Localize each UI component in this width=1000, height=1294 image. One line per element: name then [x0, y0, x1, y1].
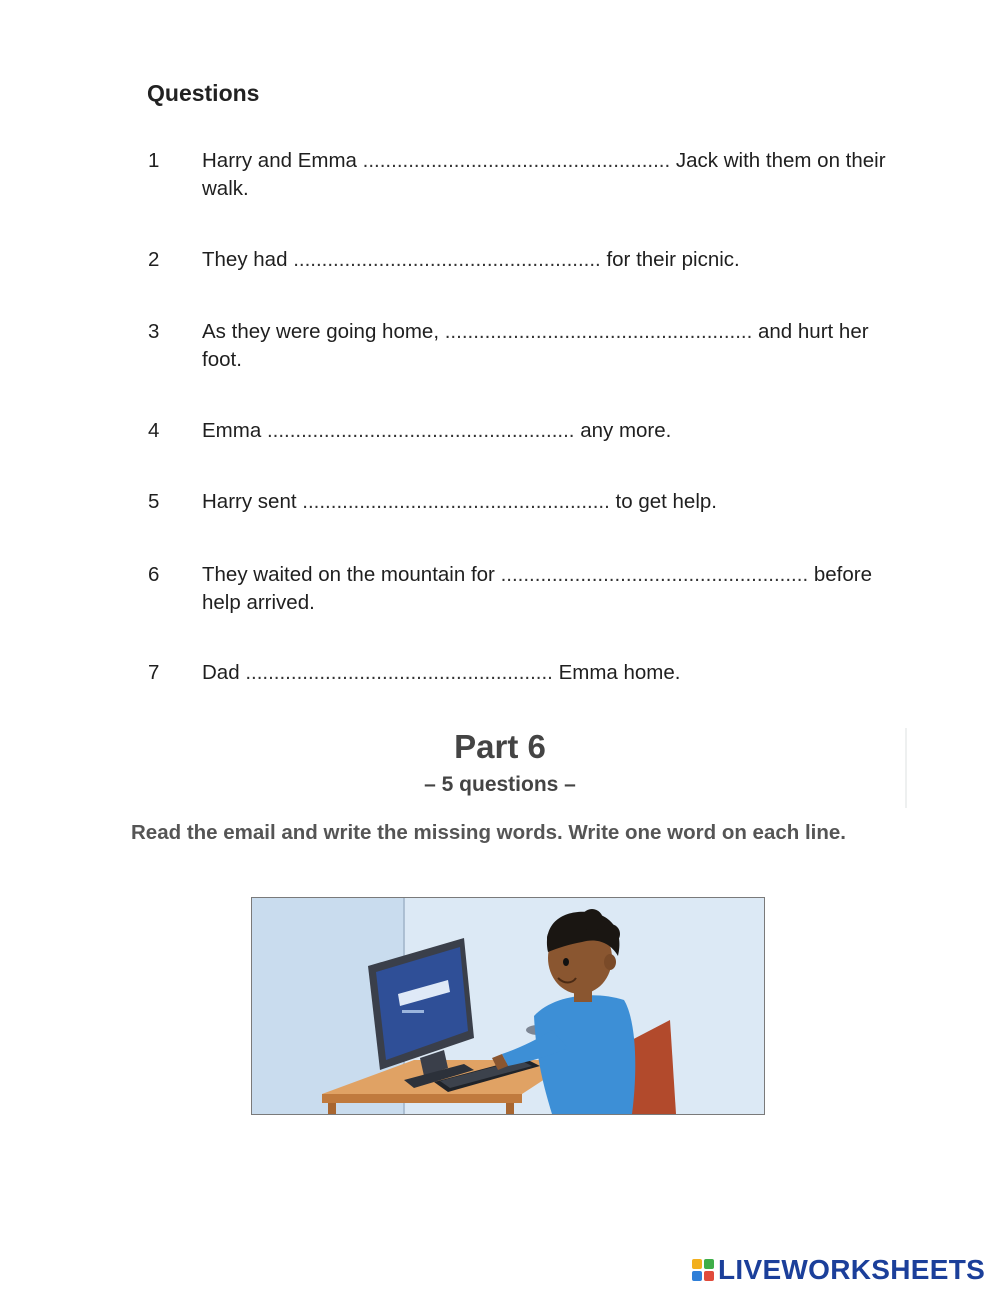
answer-blank[interactable]: ...................................................... — [444, 320, 753, 343]
question-text: They had ...................................................... for their picnic. — [202, 248, 740, 271]
question-text: Emma ...................................................... any more. — [202, 419, 672, 442]
liveworksheets-logo — [691, 1253, 985, 1287]
questions-heading: Questions — [147, 80, 260, 106]
question-text: Harry and Emma ...................................................... Jack with them on their walk. — [202, 149, 886, 200]
question-text: They waited on the mountain for ...................................................... before help arrived. — [202, 563, 872, 614]
answer-blank[interactable]: ...................................................... — [266, 419, 575, 442]
question-number: 6 — [148, 563, 160, 586]
liveworksheets-logo-icon — [691, 1258, 715, 1282]
question-text: Dad ...................................................... Emma home. — [202, 661, 681, 684]
part-subtitle: – 5 questions – — [424, 773, 576, 796]
question-number: 7 — [148, 661, 160, 684]
question-number: 3 — [148, 320, 160, 343]
boy-at-computer-illustration — [251, 897, 765, 1115]
question-number: 4 — [148, 419, 160, 442]
liveworksheets-logo-text: LIVEWORKSHEETS — [718, 1254, 986, 1285]
question-text: As they were going home, ...................................................... and hurt her foot. — [202, 320, 869, 371]
question-number: 5 — [148, 490, 160, 513]
answer-blank[interactable]: ...................................................... — [362, 149, 671, 172]
question-number: 1 — [148, 149, 160, 172]
answer-blank[interactable]: ...................................................... — [302, 490, 610, 513]
answer-blank[interactable]: ...................................................... — [293, 248, 601, 271]
answer-blank[interactable]: ...................................................... — [500, 563, 809, 586]
part-title: Part 6 — [454, 728, 546, 765]
question-number: 2 — [148, 248, 160, 271]
question-text: Harry sent ...................................................... to get help. — [202, 490, 717, 513]
answer-blank[interactable]: ...................................................... — [245, 661, 553, 684]
part-instruction: Read the email and write the missing words. Write one word on each line. — [131, 821, 846, 844]
